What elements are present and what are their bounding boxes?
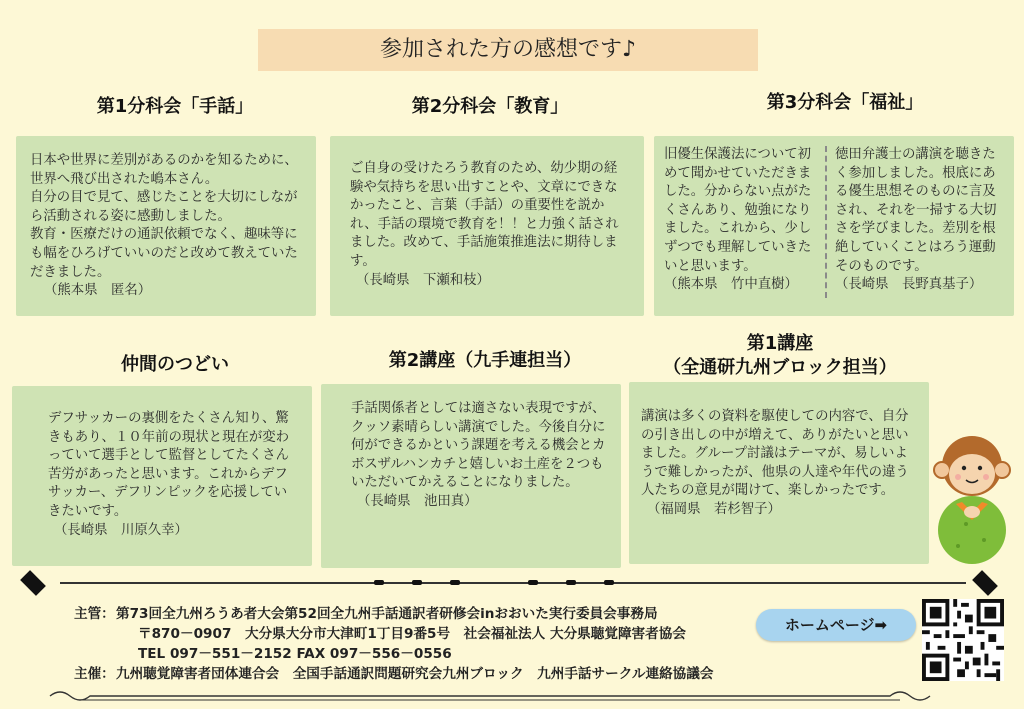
impression-card-gathering [12, 386, 312, 566]
decorative-divider [60, 582, 966, 584]
diamond-ornament-icon [20, 570, 46, 596]
impression-card-lecture-2 [321, 384, 621, 568]
section-title-sign-language: 第1分科会「手話」 [96, 96, 254, 117]
impression-text: 講演は多くの資料を駆使しての内容で、自分の引き出しの中が増えて、ありがたいと思いました。グループ討議はテーマが、易しいようで難しかったが、他県の人達や年代の違う人たちの意見が聞けて、楽しかったです。 [641, 409, 909, 499]
section-title-gathering: 仲間のつどい [121, 354, 229, 375]
impression-author: （福岡県 若杉智子） [647, 501, 781, 517]
section-subtitle-lecture-1: （全通研九州ブロック担当） [663, 357, 897, 378]
impression-author: （長崎県 川原久幸） [54, 522, 188, 538]
impression-card-sign-language [16, 136, 316, 316]
impression-right-column [835, 146, 1005, 295]
impression-text: デフサッカーの裏側をたくさん知り、驚きもあり、１０年前の現状と現在が変わっていて選手として監督としてたくさん苦労があったと思います。これからデフサッカー、デフリンピックを応援していきたいです。 [48, 411, 290, 519]
section-title-lecture-1: 第1講座 [746, 333, 814, 354]
organizer-label: 主管： [74, 606, 115, 622]
diamond-ornament-icon [972, 570, 998, 596]
impression-text: 日本や世界に差別があるのかを知るために、世界へ飛び出された嶋本さん。 自分の目で見て、感じたことを大切にしながら活動される姿に感動しました。 教育・医療だけの通訳依頼でなく、趣味等にも幅をひろげていいのだと改めて教えていただきました。 [30, 153, 298, 280]
organizer-contact: TEL 097－551－2152 FAX 097－556－0556 [138, 646, 452, 662]
impression-author: （長崎県 長野真基子） [835, 277, 983, 293]
impression-author: （熊本県 匿名） [44, 283, 152, 299]
impression-card-education [330, 136, 644, 316]
column-divider [825, 146, 827, 298]
dot-ornament-icon [604, 580, 614, 585]
section-title-lecture-2: 第2講座（九手連担当） [388, 350, 582, 371]
dot-ornament-icon [528, 580, 538, 585]
organizer-name: 第73回全九州ろうあ者大会第52回全九州手話通訳者研修会inおおいた実行委員会事務局 [116, 606, 658, 622]
dot-ornament-icon [566, 580, 576, 585]
impression-left-column [664, 146, 824, 295]
sponsor-label: 主催： [74, 666, 115, 682]
dot-ornament-icon [412, 580, 422, 585]
bottom-ornament-line [40, 686, 940, 706]
impression-card-lecture-1 [629, 382, 929, 564]
homepage-button[interactable]: ホームページ➡ [756, 609, 916, 641]
dot-ornament-icon [374, 580, 384, 585]
sponsor-names: 九州聴覚障害者団体連合会 全国手話通訳問題研究会九州ブロック 九州手話サークル連絡協議会 [116, 666, 714, 682]
impression-text: 徳田弁護士の講演を聴きたく参加しました。根底にある優生思想そのものに言及され、それを一掃する大切さを学びました。差別を根絶していくことはろう運動そのものです。 [835, 147, 997, 274]
mascot-monkey-kabosu-icon [928, 428, 1018, 568]
section-title-education: 第2分科会「教育」 [411, 96, 569, 117]
page-title: 参加された方の感想です♪ [258, 29, 758, 71]
impression-text: 手話関係者としては適さない表現ですが、クッソ素晴らしい講演でした。今後自分に何ができるかという課題を考える機会とカボスザルハンカチと嬉しいお土産を２つもいただいてかえることになりました。 [351, 401, 606, 491]
impression-text: 旧優生保護法について初めて聞かせていただきました。分からない点がたくさんあり、勉強になりました。これから、少しずつでも理解していきたいと思います。 [664, 147, 812, 274]
impression-card-welfare [654, 136, 1014, 316]
impression-author: （長崎県 下瀬和枝） [356, 272, 490, 288]
dot-ornament-icon [450, 580, 460, 585]
section-title-welfare: 第3分科会「福祉」 [766, 92, 924, 113]
organizer-address: 〒870－0907 大分県大分市大津町1丁目9番5号 社会福祉法人 大分県聴覚障害者協会 [138, 626, 686, 642]
qr-code-icon[interactable] [922, 599, 1004, 681]
impression-text: ご自身の受けたろう教育のため、幼少期の経験や気持ちを思い出すことや、文章にできなかったこと、言葉（手話）の重要性を説かれ、手話の環境で教育を！！と力強く話されました。改めて、手話施策推進法に期待します。 [350, 161, 619, 269]
impression-author: （熊本県 竹中直樹） [664, 277, 798, 293]
impression-author: （長崎県 池田真） [357, 493, 478, 509]
